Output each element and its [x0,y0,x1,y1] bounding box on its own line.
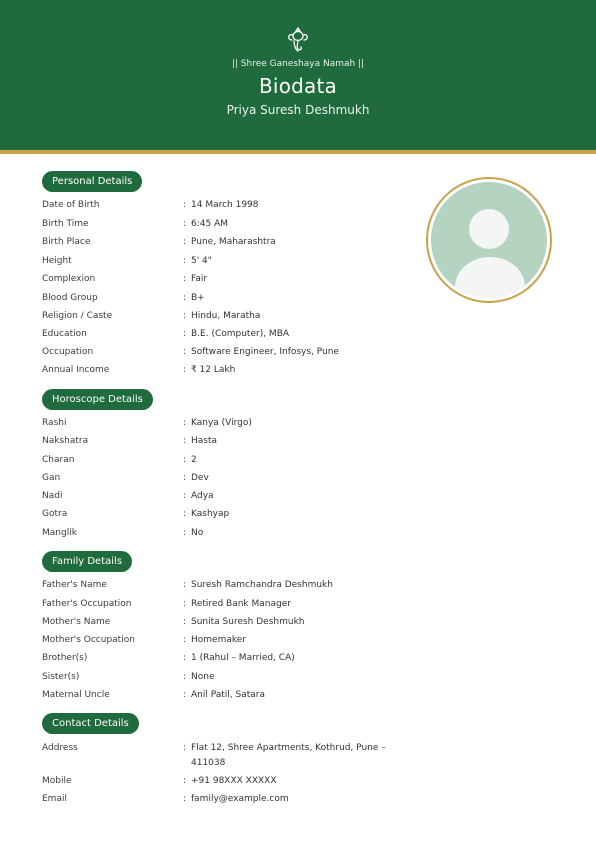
row-value: B.E. (Computer), MBA [191,329,290,339]
row-label: Brother(s) [42,653,88,663]
row-colon: : [183,690,187,700]
row-label: Nadi [42,491,63,501]
section-heading-personal: Personal Details [42,171,142,192]
row-label: Charan [42,455,75,465]
avatar-head [469,209,509,249]
row-colon: : [183,473,187,483]
row-colon: : [183,794,187,804]
row-colon: : [183,776,187,786]
candidate-name: Priya Suresh Deshmukh [226,103,370,117]
section-heading-contact: Contact Details [42,713,139,734]
row-value: Adya [191,491,214,501]
row-value: +91 98XXX XXXXX [191,776,277,786]
row-label: Nakshatra [42,436,89,446]
row-value: Flat 12, Shree Apartments, Kothrud, Pune – 411038 [191,743,386,768]
row-label: Birth Place [42,237,91,247]
row-value: Software Engineer, Infosys, Pune [191,347,340,357]
row-colon: : [183,311,187,321]
row-label: Occupation [42,347,94,357]
row-value: ₹ 12 Lakh [191,365,236,375]
row-colon: : [183,509,187,519]
row-value: Hindu, Maratha [191,311,261,321]
row-colon: : [183,365,187,375]
row-label: Religion / Caste [42,311,113,321]
row-value: Kanya (Virgo) [191,418,252,428]
row-colon: : [183,237,187,247]
row-label: Rashi [42,418,67,428]
row-label: Email [42,794,67,804]
row-colon: : [183,491,187,501]
row-label: Mother's Name [42,617,111,627]
row-label: Complexion [42,274,96,284]
row-value: family@example.com [191,794,289,804]
header-divider [0,150,596,154]
row-value: Anil Patil, Satara [191,690,265,700]
row-label: Gan [42,473,61,483]
row-value: Fair [191,274,208,284]
row-label: Blood Group [42,293,98,303]
row-label: Maternal Uncle [42,690,110,700]
row-colon: : [183,617,187,627]
row-value: Dev [191,473,209,483]
row-label: Father's Occupation [42,599,132,609]
ganesha-icon [285,26,311,54]
row-value: None [191,672,215,682]
row-colon: : [183,436,187,446]
row-value: Hasta [191,436,218,446]
row-colon: : [183,743,187,753]
row-colon: : [183,418,187,428]
row-label: Birth Time [42,219,89,229]
row-value: Homemaker [191,635,246,645]
row-label: Height [42,256,72,266]
row-label: Gotra [42,509,68,519]
row-colon: : [183,599,187,609]
row-label: Manglik [42,528,77,538]
row-colon: : [183,274,187,284]
row-value: Kashyap [191,509,230,519]
row-value: 6:45 AM [191,219,228,229]
row-colon: : [183,672,187,682]
row-value: Retired Bank Manager [191,599,291,609]
row-label: Annual Income [42,365,110,375]
section-heading-horoscope: Horoscope Details [42,389,153,410]
row-value: Suresh Ramchandra Deshmukh [191,580,333,590]
header-banner [0,0,596,150]
row-label: Address [42,743,78,753]
row-value: 2 [191,455,197,465]
row-colon: : [183,580,187,590]
row-value: Sunita Suresh Deshmukh [191,617,305,627]
row-value: B+ [191,293,205,303]
row-label: Mother's Occupation [42,635,135,645]
row-value: 14 March 1998 [191,200,259,210]
row-label: Education [42,329,87,339]
avatar-placeholder-icon [431,182,547,298]
row-colon: : [183,635,187,645]
row-colon: : [183,219,187,229]
row-colon: : [183,347,187,357]
section-heading-family: Family Details [42,551,132,572]
row-colon: : [183,200,187,210]
profile-photo [426,177,552,303]
page-title: Biodata [259,74,337,98]
row-colon: : [183,329,187,339]
row-colon: : [183,528,187,538]
row-label: Sister(s) [42,672,80,682]
row-label: Mobile [42,776,72,786]
row-colon: : [183,293,187,303]
avatar-shoulders [455,257,525,298]
row-colon: : [183,256,187,266]
row-label: Father's Name [42,580,107,590]
row-colon: : [183,653,187,663]
row-value: No [191,528,204,538]
row-value: 1 (Rahul – Married, CA) [191,653,295,663]
row-colon: : [183,455,187,465]
header-mantra: || Shree Ganeshaya Namah || [231,59,365,69]
row-label: Date of Birth [42,200,100,210]
row-value: Pune, Maharashtra [191,237,276,247]
row-value: 5' 4" [191,256,212,266]
